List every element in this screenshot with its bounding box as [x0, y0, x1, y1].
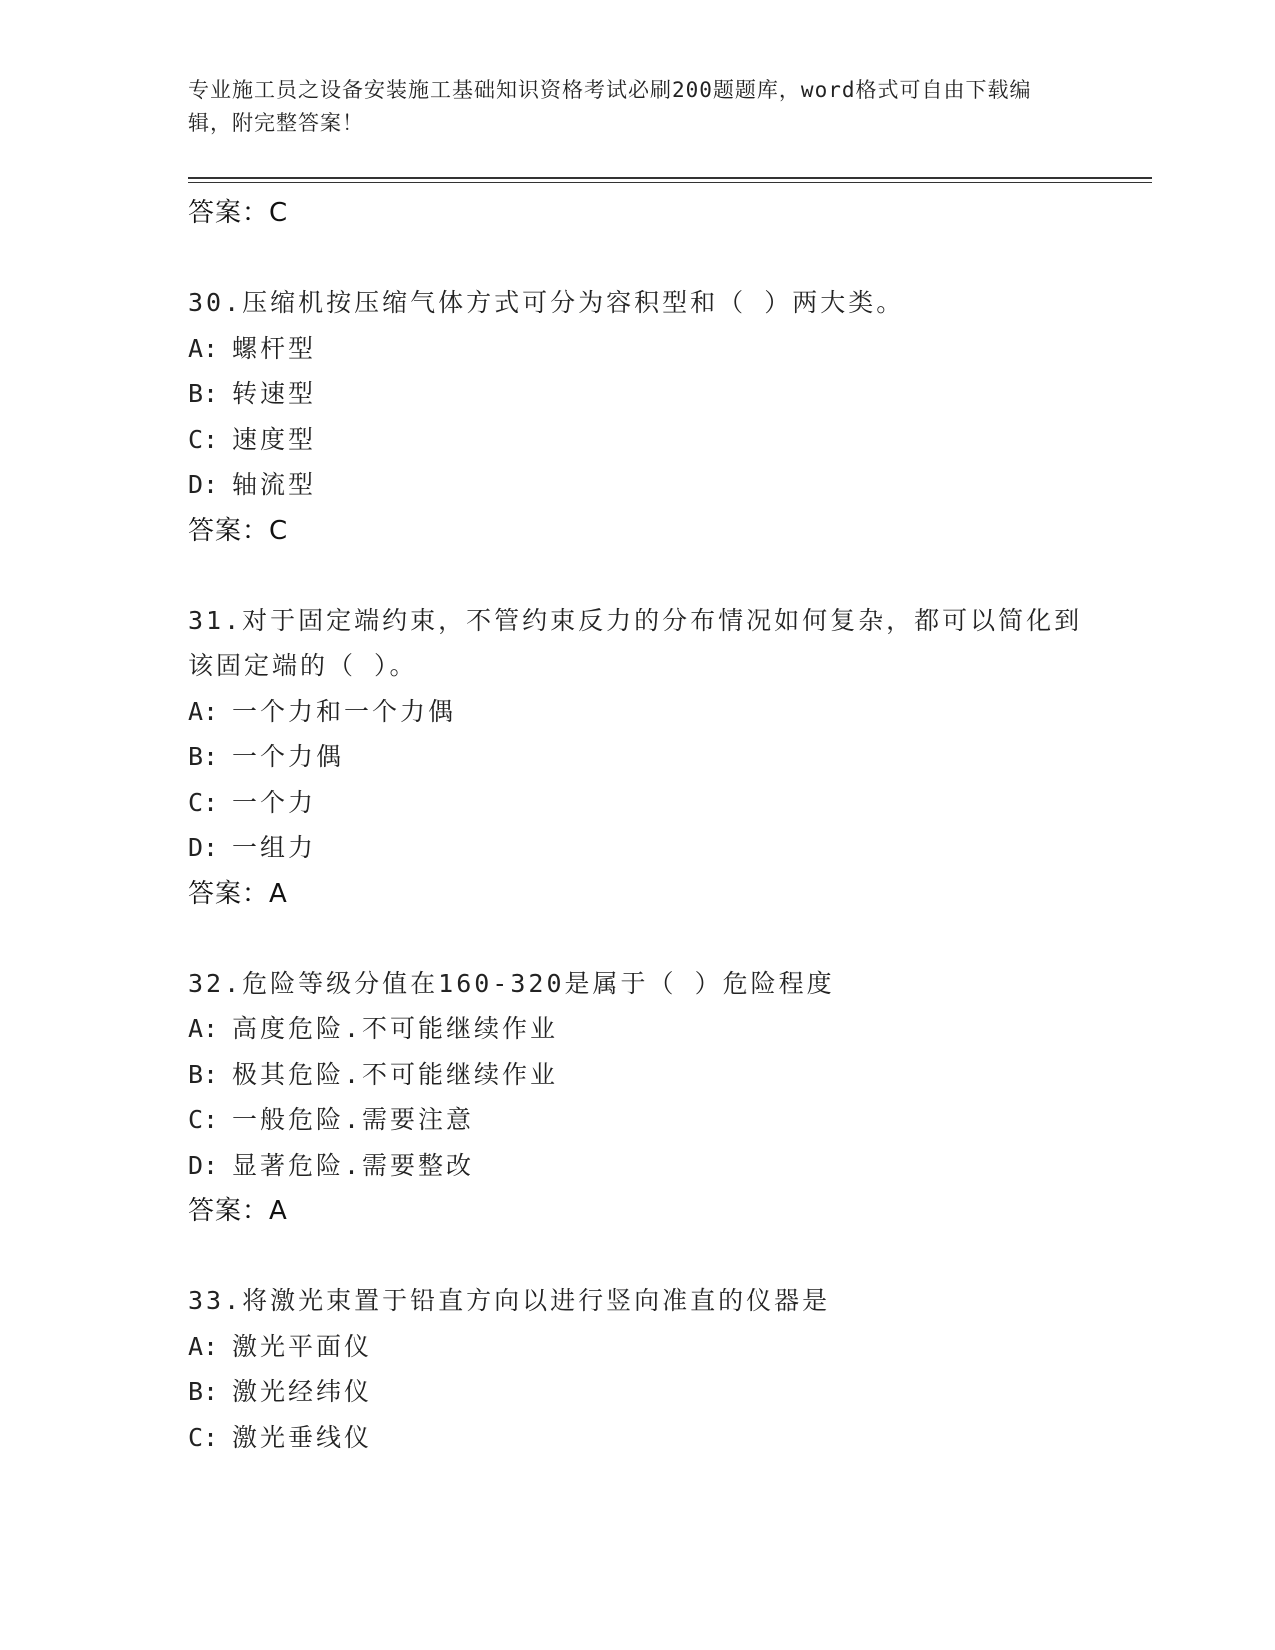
option-letter: A:: [188, 696, 219, 726]
option-letter: C:: [188, 1105, 219, 1134]
option-text: 一个力偶: [232, 742, 345, 771]
option-a: [188, 1324, 1088, 1370]
option-text: 一般危险.需要注意: [232, 1105, 475, 1134]
option-b: [188, 734, 1088, 780]
spacer: [188, 236, 1088, 280]
spacer: [188, 1234, 1088, 1278]
option-d: [188, 462, 1088, 508]
document-header: 专业施工员之设备安装施工基础知识资格考试必刷200题题库，word格式可自由下载编辑，附完整答案！: [188, 78, 1032, 135]
option-text: 激光平面仪: [232, 1331, 373, 1361]
question-stem: 32.危险等级分值在160-320是属于（ ）危险程度: [188, 968, 835, 998]
answer-line: [188, 508, 1088, 554]
option-letter: D:: [188, 1150, 219, 1180]
answer-label: 答案：: [188, 1196, 270, 1226]
option-letter: B:: [188, 742, 219, 771]
option-b: [188, 1052, 1088, 1098]
answer-line: [188, 871, 1088, 917]
option-letter: D:: [188, 470, 219, 499]
option-c: [188, 1097, 1088, 1143]
answer-value: C: [269, 198, 289, 228]
answer-label: 答案：: [188, 198, 270, 228]
question-stem: 31.对于固定端约束，不管约束反力的分布情况如何复杂，都可以简化到该固定端的（ ）。: [188, 605, 1083, 680]
option-c: [188, 1415, 1088, 1461]
question-list: [188, 190, 1088, 1460]
option-text: 螺杆型: [232, 333, 317, 363]
option-text: 高度危险.不可能继续作业: [232, 1014, 559, 1043]
spacer: [188, 554, 1088, 598]
answer-line: [188, 1188, 1088, 1234]
option-letter: C:: [188, 424, 219, 454]
option-a: [188, 326, 1088, 372]
option-a: [188, 1006, 1088, 1052]
option-text: 转速型: [232, 379, 317, 408]
header-rule-thin: [188, 182, 1152, 183]
option-text: 一个力: [232, 787, 317, 817]
option-a: [188, 689, 1088, 735]
answer-value: A: [269, 1196, 288, 1226]
option-letter: C:: [188, 787, 219, 817]
header-rule-thick: [188, 177, 1152, 179]
option-text: 一组力: [232, 833, 317, 862]
option-text: 极其危险.不可能继续作业: [232, 1059, 559, 1089]
option-b: [188, 371, 1088, 417]
option-letter: B:: [188, 1059, 219, 1089]
option-text: 激光垂线仪: [232, 1422, 373, 1452]
option-letter: A:: [188, 1014, 219, 1043]
option-text: 激光经纬仪: [232, 1377, 373, 1406]
option-letter: C:: [188, 1422, 219, 1452]
option-d: [188, 825, 1088, 871]
answer-label: 答案：: [188, 515, 270, 546]
option-text: 轴流型: [232, 470, 317, 499]
option-letter: B:: [188, 379, 219, 408]
option-letter: A:: [188, 1331, 219, 1361]
option-text: 速度型: [232, 424, 317, 454]
option-text: 显著危险.需要整改: [232, 1150, 475, 1180]
option-letter: A:: [188, 333, 219, 363]
option-c: [188, 417, 1088, 463]
answer-value: C: [269, 515, 289, 546]
option-letter: B:: [188, 1377, 219, 1406]
option-b: [188, 1369, 1088, 1415]
question-stem: 33.将激光束置于铅直方向以进行竖向准直的仪器是: [188, 1286, 831, 1315]
spacer: [188, 917, 1088, 961]
question-stem: 30.压缩机按压缩气体方式可分为容积型和（ ）两大类。: [188, 288, 905, 317]
option-d: [188, 1143, 1088, 1189]
answer-value: A: [269, 878, 288, 909]
option-text: 一个力和一个力偶: [232, 696, 457, 726]
option-c: [188, 780, 1088, 826]
answer-label: 答案：: [188, 878, 270, 909]
option-letter: D:: [188, 833, 219, 862]
answer-line: [188, 190, 1088, 236]
